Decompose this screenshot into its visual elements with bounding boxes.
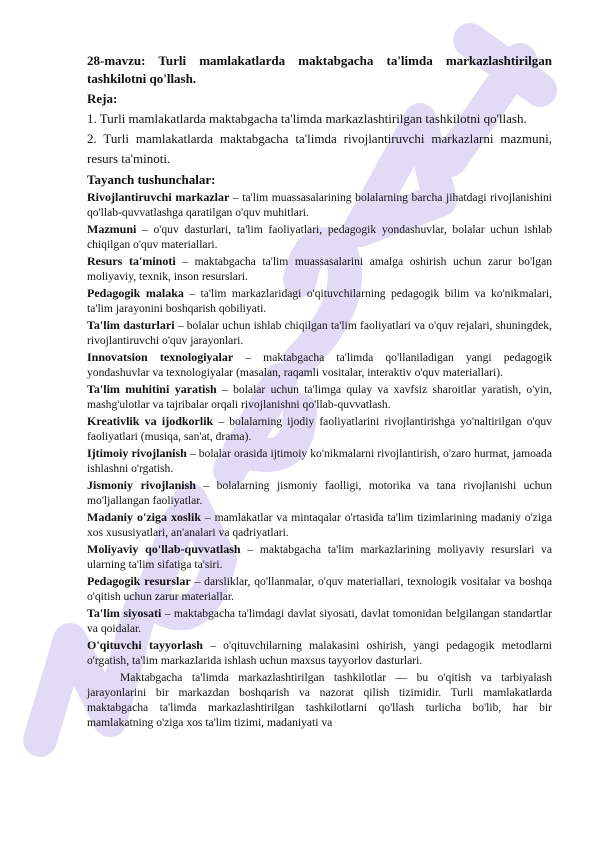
definition-text: – ta'lim markazlaridagi o'qituvchilarning pedagogik bilim va ko'nikmalari, ta'lim jarayonini boshqarish qobiliyati. [87, 287, 552, 315]
definition-term: Ijtimoiy rivojlanish [87, 446, 187, 460]
definition-term: Madaniy o'ziga xoslik [87, 510, 201, 524]
definition-text: – maktabgacha ta'lim muassasalarini amalga oshirish uchun zarur bo'lgan moliyaviy, texnik, inson resurslari. [87, 255, 553, 283]
definition-text: – o'quv dasturlari, ta'lim faoliyatlari, pedagogik yondashuvlar, bolalar uchun ishlab chiqilgan o'quv materiallari. [87, 223, 552, 251]
definitions-list [87, 190, 552, 668]
definition-item [87, 190, 552, 220]
definition-text: – maktabgacha ta'limda qo'llaniladigan yangi pedagogik yondashuvlar va texnologiyalar (masalan, raqamli vositalar, interaktiv o'quv materiallari). [87, 351, 552, 379]
definition-item [87, 318, 552, 348]
definition-text: – maktabgacha ta'lim markazlarining moliyaviy resurslari va ularning ta'lim sifatiga ta'siri. [87, 543, 552, 571]
definition-text: – bolalar uchun ta'limga qulay va xavfsiz sharoitlar yaratish, o'yin, mashg'ulotlar va tajribalar orqali rivojlanishni qo'llab-quvvatlash. [87, 383, 552, 411]
plan-label: Reja: [87, 91, 118, 106]
definition-term: Ta'lim muhitini yaratish [87, 382, 217, 396]
document-page [87, 52, 552, 730]
definition-term: Ta'lim dasturlari [87, 318, 175, 332]
definition-term: Mazmuni [87, 222, 137, 236]
definition-term: Pedagogik malaka [87, 286, 184, 300]
definition-term: Ta'lim siyosati [87, 606, 162, 620]
definition-term: Pedagogik resurslar [87, 574, 191, 588]
definition-term: Innovatsion texnologiyalar [87, 350, 234, 364]
body-paragraph: Maktabgacha ta'limda markazlashtirilgan tashkilotlar — bu o'qitish va tarbiyalash jarayonlarini bir markazdan boshqarish va nazorat qilish tizimidir. Turli mamlakatlarda maktabgacha ta'limda markazlashtirilgan tashkilotlarni qo'llash turlicha bo'lib, har bir mamlakatning o'ziga xos ta'lim tizimi, madaniyati va [87, 671, 552, 729]
definition-item [87, 286, 552, 316]
definition-text: – bolalar uchun ishlab chiqilgan ta'lim faoliyatlari va o'quv rejalari, shuningdek, rivojlantiruvchi o'quv jarayonlari. [87, 319, 553, 347]
definition-text: – ta'lim muassasalarining bolalarning barcha jihatdagi rivojlanishini qo'llab-quvvatlashga qaratilgan o'quv muhitlari. [87, 191, 552, 219]
definition-item [87, 574, 552, 604]
definition-text: – bolalarning ijodiy faoliyatlarini rivojlantirishga yo'naltirilgan o'quv faoliyatlari (musiqa, san'at, drama). [87, 415, 552, 443]
page-title: 28-mavzu: Turli mamlakatlarda maktabgacha ta'limda markazlashtirilgan tashkilotni qo'llash. [87, 53, 552, 86]
definition-item [87, 478, 552, 508]
definition-item [87, 254, 552, 284]
plan-item-2: 2. Turli mamlakatlarda maktabgacha ta'limda rivojlantiruvchi markazlarni mazmuni, resurs ta'minoti. [87, 131, 552, 166]
definition-text: – darsliklar, qo'llanmalar, o'quv materiallari, texnologik vositalar va boshqa o'qitish uchun zarur materiallar. [87, 575, 552, 603]
definition-text: – maktabgacha ta'limdagi davlat siyosati, davlat tomonidan belgilangan standartlar va qoidalar. [87, 607, 553, 635]
definition-item [87, 414, 552, 444]
plan-item-1: 1. Turli mamlakatlarda maktabgacha ta'limda markazlashtirilgan tashkilotni qo'llash. [87, 111, 527, 126]
definition-term: O'qituvchi tayyorlash [87, 638, 203, 652]
definition-text: – bolalar orasida ijtimoiy ko'nikmalarni rivojlantirish, o'zaro hurmat, jamoada ishlashni o'rgatish. [87, 447, 553, 475]
definition-text: – o'qituvchilarning malakasini oshirish, yangi pedagogik metodlarni o'rgatish, ta'lim markazlarida ishlash uchun maxsus tayyorlov dasturlari. [87, 639, 552, 667]
definition-item [87, 446, 552, 476]
definition-item [87, 510, 552, 540]
definition-item [87, 606, 552, 636]
definition-item [87, 382, 552, 412]
concepts-label: Tayanch tushunchalar: [87, 172, 216, 187]
definition-text: – mamlakatlar va mintaqalar o'rtasida ta'lim tizimlarining madaniy o'ziga xos xususiyatlari, an'analari va qadriyatlari. [87, 511, 552, 539]
definition-item [87, 222, 552, 252]
definition-item [87, 542, 552, 572]
definition-item [87, 638, 552, 668]
definition-term: Jismoniy rivojlanish [87, 478, 196, 492]
definition-text: – bolalarning jismoniy faolligi, motorika va tana rivojlanishi uchun mo'ljallangan faoliyatlar. [87, 479, 553, 507]
definition-term: Resurs ta'minoti [87, 254, 176, 268]
definition-item [87, 350, 552, 380]
definition-term: Moliyaviy qo'llab-quvvatlash [87, 542, 241, 556]
definition-term: Rivojlantiruvchi markazlar [87, 190, 230, 204]
definition-term: Kreativlik va ijodkorlik [87, 414, 214, 428]
